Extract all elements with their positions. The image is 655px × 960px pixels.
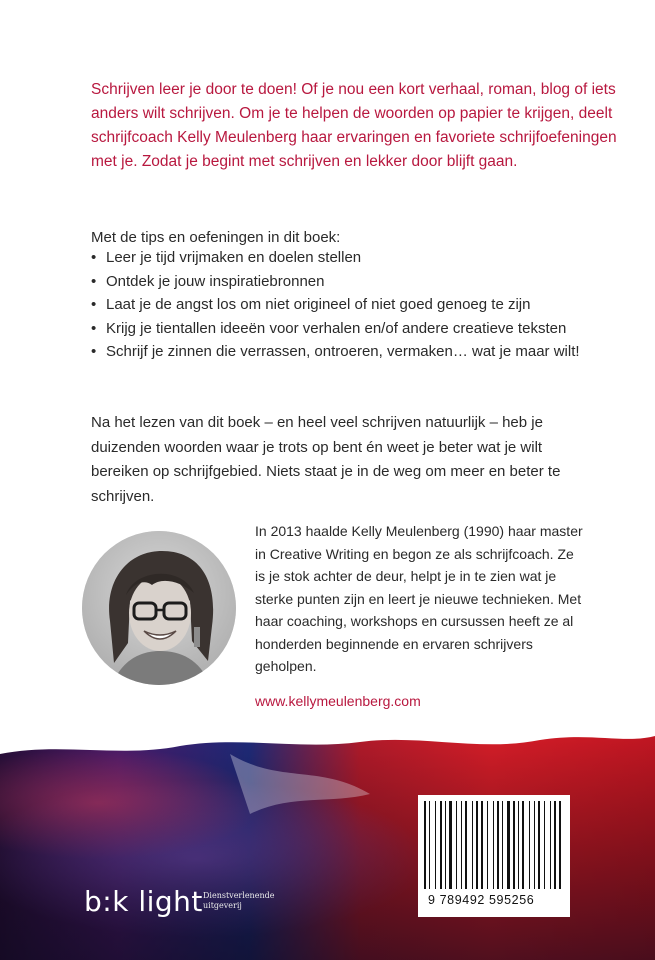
author-bio: In 2013 haalde Kelly Meulenberg (1990) haar master in Creative Writing en begon ze als schrijfcoach. Ze is je stok achter de deur, helpt je in te zien wat je sterke punten zijn en leert je nieuwe technieken. Met haar coaching, workshops en cursussen heeft ze al honderden beginnende en ervaren schrijvers geholpen. bbox=[255, 523, 583, 674]
publisher-logo: b:k light bbox=[84, 885, 203, 918]
tagline-line: uitgeverij bbox=[203, 901, 242, 910]
author-photo bbox=[82, 531, 236, 685]
bullet: • bbox=[91, 343, 97, 360]
list-item bbox=[91, 246, 611, 270]
list-item bbox=[91, 270, 611, 294]
bullet: • bbox=[91, 272, 97, 290]
tip-text: Krijg je tientallen ideeën voor verhalen en/of andere creatieve teksten bbox=[106, 319, 567, 337]
barcode bbox=[418, 795, 570, 917]
publisher-tagline bbox=[203, 891, 283, 911]
closing-text: Na het lezen van dit boek – en heel veel schrijven natuurlijk – heb je duizenden woorden waar je trots op bent én weet je beter wat je wilt bereiken op schrijfgebied. Niets staat je in de weg om meer en beter te schrijven. bbox=[91, 414, 561, 505]
list-item bbox=[91, 340, 611, 364]
author-portrait-icon bbox=[82, 531, 236, 685]
bullet: • bbox=[91, 249, 97, 266]
tips-list bbox=[91, 246, 611, 364]
tips-heading: Met de tips en oefeningen in dit boek: bbox=[91, 229, 341, 246]
website-link[interactable]: www.kellymeulenberg.com bbox=[255, 693, 421, 709]
tip-text: Ontdek je jouw inspiratiebronnen bbox=[106, 272, 325, 290]
barcode-icon bbox=[418, 795, 570, 893]
tip-text: Leer je tijd vrijmaken en doelen stellen bbox=[106, 249, 362, 266]
tip-text: Schrijf je zinnen die verrassen, ontroeren, vermaken… wat je maar wilt! bbox=[106, 343, 580, 360]
bullet: • bbox=[91, 319, 97, 337]
list-item bbox=[91, 317, 611, 341]
bullet: • bbox=[91, 296, 97, 313]
isbn-digits: 9 789492 595256 bbox=[428, 893, 535, 907]
tagline-line: Dienstverlenende bbox=[203, 891, 275, 900]
tip-text: Laat je de angst los om niet origineel of niet goed genoeg te zijn bbox=[106, 296, 531, 313]
list-item bbox=[91, 293, 611, 317]
intro-text: Schrijven leer je door te doen! Of je nou een kort verhaal, roman, blog of iets anders wilt schrijven. Om je te helpen de woorden op papier te krijgen, deelt schrijfcoach Kelly Meulenberg haar ervaringen en favoriete schrijfoefeningen met je. Zodat je begint met schrijven en lekker door blijft gaan. bbox=[91, 81, 617, 170]
